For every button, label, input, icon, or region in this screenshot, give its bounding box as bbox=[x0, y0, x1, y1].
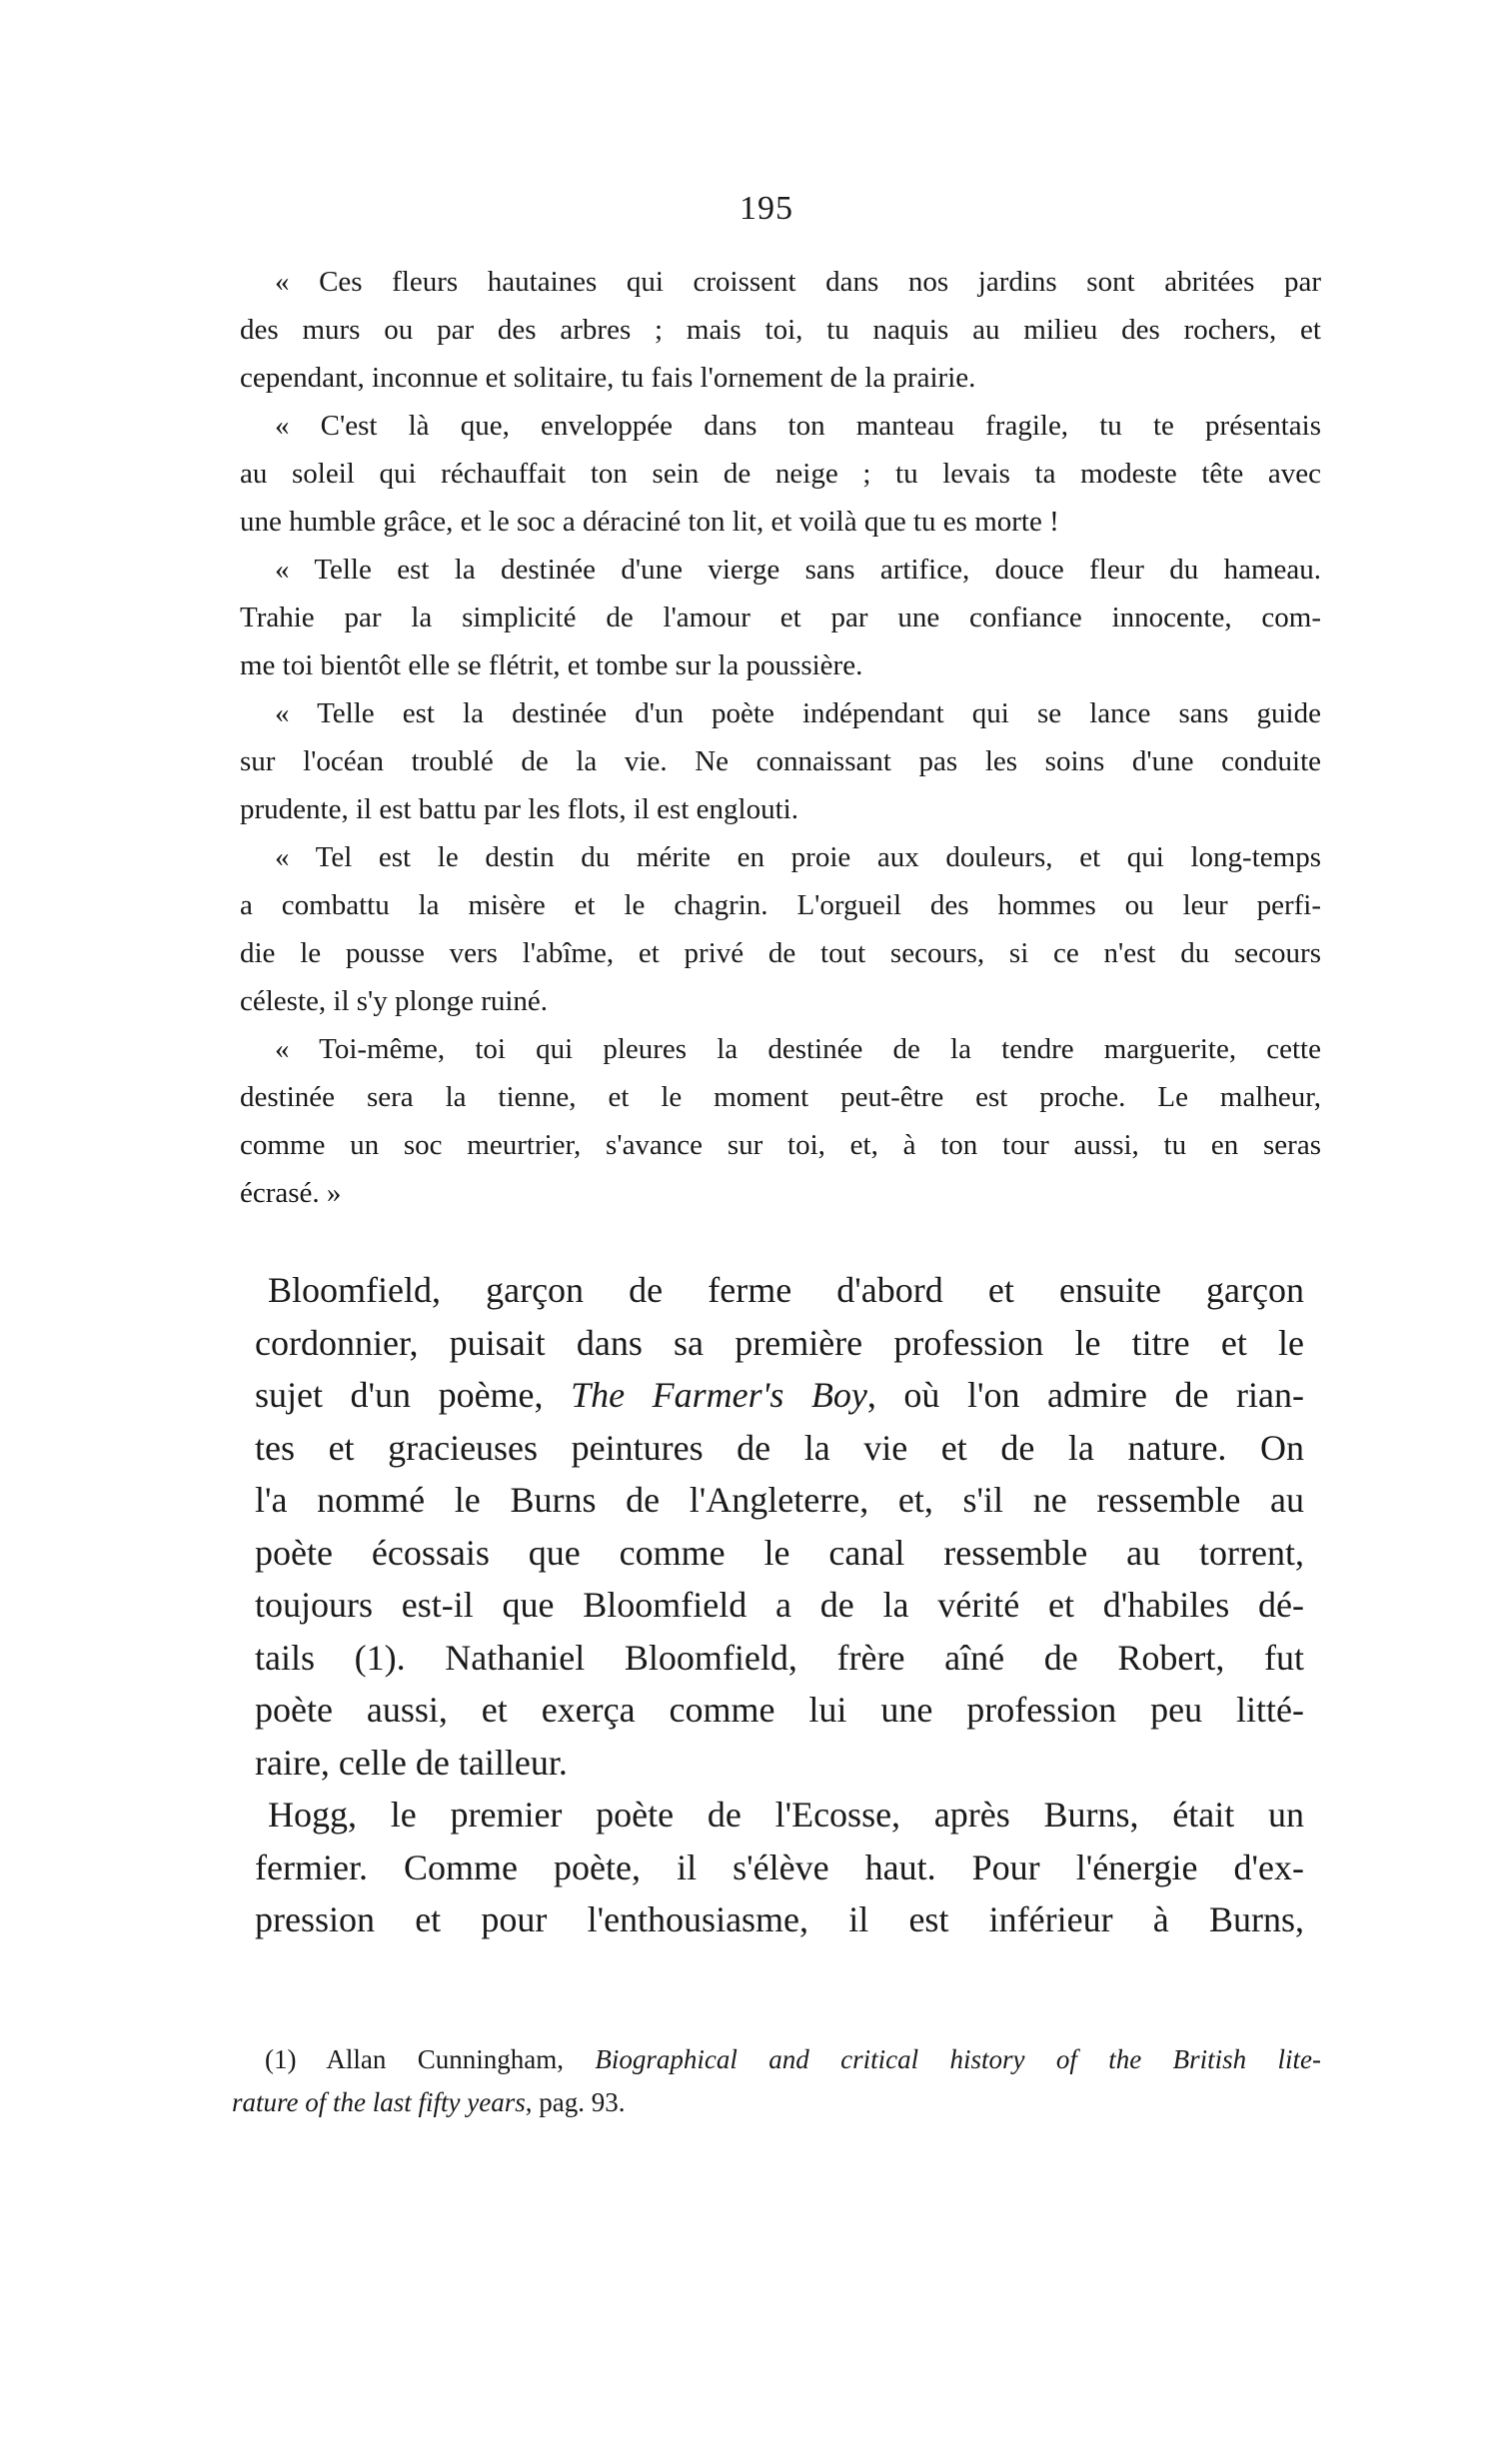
footnote-line bbox=[232, 2081, 1321, 2124]
text-line: tes et gracieuses peintures de la vie et de la nature. On bbox=[255, 1427, 1304, 1468]
text-line: l'a nommé le Burns de l'Angleterre, et, s'il ne ressemble au bbox=[255, 1480, 1304, 1520]
text-line: tails (1). Nathaniel Bloomfield, frère aîné de Robert, fut bbox=[255, 1637, 1304, 1678]
text-line: écrasé. » bbox=[240, 1177, 342, 1209]
text-line: Trahie par la simplicité de l'amour et par une confiance innocente, com- bbox=[240, 602, 1321, 633]
text-line: pression et pour l'enthousiasme, il est inférieur à Burns, bbox=[255, 1899, 1304, 1939]
text-line: cependant, inconnue et solitaire, tu fais l'ornement de la prairie. bbox=[240, 362, 976, 394]
footnote-title: rature of the last fifty years bbox=[232, 2087, 526, 2117]
text-line: Hogg, le premier poète de l'Ecosse, après Burns, était un bbox=[268, 1795, 1304, 1835]
text-line: comme un soc meurtrier, s'avance sur toi, et, à ton tour aussi, tu en seras bbox=[240, 1129, 1321, 1161]
quote-paragraph bbox=[240, 833, 1321, 1025]
text-line: die le pousse vers l'abîme, et privé de tout secours, si ce n'est du secours bbox=[240, 937, 1321, 969]
book-title: The Farmer's Boy bbox=[571, 1375, 867, 1415]
text-line: fermier. Comme poète, il s'élève haut. Pour l'énergie d'ex- bbox=[255, 1847, 1304, 1887]
quoted-poem-translation bbox=[240, 258, 1321, 1217]
text-line: sur l'océan troublé de la vie. Ne connaissant pas les soins d'une conduite bbox=[240, 745, 1321, 777]
text-line: destinée sera la tienne, et le moment peut-être est proche. Le malheur, bbox=[240, 1081, 1321, 1113]
text-segment: sujet d'un poème, bbox=[255, 1375, 572, 1415]
text-line: au soleil qui réchauffait ton sein de neige ; tu levais ta modeste tête avec bbox=[240, 458, 1321, 490]
quote-paragraph bbox=[240, 1025, 1321, 1217]
quote-paragraph bbox=[240, 546, 1321, 689]
text-segment: , où l'on admire de rian- bbox=[866, 1375, 1305, 1415]
quote-paragraph bbox=[240, 402, 1321, 546]
quote-paragraph bbox=[240, 689, 1321, 833]
footnote-page: , pag. 93. bbox=[525, 2087, 626, 2117]
text-line: raire, celle de tailleur. bbox=[255, 1742, 568, 1783]
text-line: « Ces fleurs hautaines qui croissent dans nos jardins sont abritées par bbox=[275, 266, 1321, 298]
quote-paragraph bbox=[240, 258, 1321, 402]
paragraph-hogg bbox=[255, 1789, 1304, 1946]
text-line: « Toi-même, toi qui pleures la destinée de la tendre marguerite, cette bbox=[275, 1033, 1321, 1065]
text-line: poète écossais que comme le canal ressemble au torrent, bbox=[255, 1532, 1304, 1573]
main-text bbox=[255, 1264, 1304, 1946]
text-line bbox=[255, 1369, 1304, 1422]
paragraph-bloomfield bbox=[255, 1264, 1304, 1789]
text-line: me toi bientôt elle se flétrit, et tombe sur la poussière. bbox=[240, 649, 863, 681]
page-number: 195 bbox=[740, 190, 793, 227]
text-line: « Telle est la destinée d'une vierge sans artifice, douce fleur du hameau. bbox=[275, 554, 1321, 586]
text-line: une humble grâce, et le soc a déraciné ton lit, et voilà que tu es morte ! bbox=[240, 506, 1059, 538]
text-line: cordonnier, puisait dans sa première profession le titre et le bbox=[255, 1322, 1304, 1363]
footnote bbox=[232, 2038, 1321, 2124]
footnote-author: Allan Cunningham, bbox=[326, 2044, 565, 2074]
text-line: a combattu la misère et le chagrin. L'orgueil des hommes ou leur perfi- bbox=[240, 889, 1321, 921]
text-line: poète aussi, et exerça comme lui une profession peu litté- bbox=[255, 1690, 1304, 1730]
text-line: toujours est-il que Bloomfield a de la vérité et d'habiles dé- bbox=[255, 1585, 1304, 1625]
text-line: céleste, il s'y plonge ruiné. bbox=[240, 985, 549, 1017]
text-line: « Tel est le destin du mérite en proie aux douleurs, et qui long-temps bbox=[275, 841, 1321, 873]
text-line: des murs ou par des arbres ; mais toi, tu naquis au milieu des rochers, et bbox=[240, 314, 1321, 346]
footnote-line bbox=[232, 2038, 1321, 2081]
text-line: « C'est là que, enveloppée dans ton manteau fragile, tu te présentais bbox=[275, 410, 1321, 442]
footnote-title: Biographical and critical history of the British lite- bbox=[595, 2044, 1322, 2074]
footnote-marker: (1) bbox=[265, 2044, 297, 2074]
text-line: « Telle est la destinée d'un poète indépendant qui se lance sans guide bbox=[275, 697, 1321, 729]
text-line: Bloomfield, garçon de ferme d'abord et ensuite garçon bbox=[268, 1270, 1304, 1310]
text-line: prudente, il est battu par les flots, il est englouti. bbox=[240, 793, 798, 825]
